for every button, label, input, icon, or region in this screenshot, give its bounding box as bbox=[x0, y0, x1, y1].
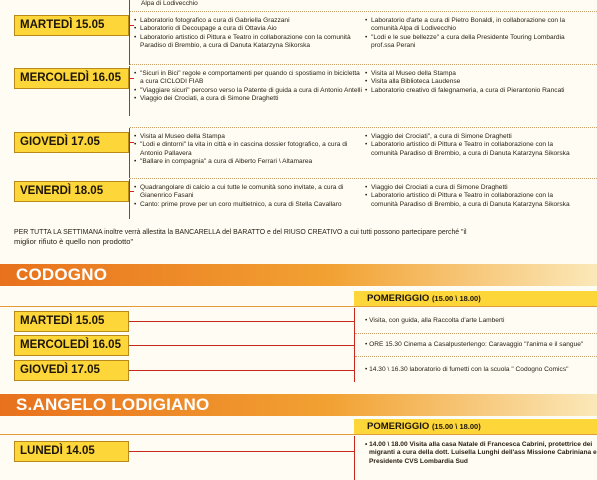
list-item: a cura CICLODI FIAB bbox=[140, 78, 204, 86]
list-item: Gianenrico Fasani bbox=[140, 192, 194, 200]
list-item: prof.ssa Perani bbox=[371, 41, 416, 49]
divider-line bbox=[354, 308, 355, 382]
list-item: • Visita alla Biblioteca Laudense bbox=[365, 78, 565, 86]
divider-line bbox=[354, 436, 355, 480]
list-item: • Visita al Museo della Stampa bbox=[134, 133, 347, 141]
connector-line bbox=[129, 345, 354, 346]
afternoon-hours: (15.00 \ 18.00) bbox=[431, 422, 481, 431]
codogno-row-text: • ORE 15.30 Cinema a Casalpusterlengo: Caravaggio "l'anima e il sangue" bbox=[365, 341, 584, 348]
note-line: PER TUTTA LA SETTIMANA inoltre verrà allestita la BANCARELLA del BARATTO e del RIUSO CREATIVO a cui tutti possono partecipare perché "il bbox=[14, 229, 467, 236]
day-label-thursday: GIOVEDÌ 17.05 bbox=[14, 360, 129, 381]
list-item: • Viaggio dei Crociati a cura di Simone Draghetti bbox=[365, 184, 570, 192]
weekly-note bbox=[14, 228, 594, 246]
list-item: • "Lodi e le sue bellezze" a cura della Presidente Touring Lombardia bbox=[365, 34, 565, 42]
list-item: • "Lodi e dintorni" la vita in città e in cascina dossier fotografico, a cura di bbox=[134, 141, 347, 149]
codogno-row-text: • 14.30 \ 16.30 laboratorio di fumetti con la scuola " Codogno Comics" bbox=[365, 366, 569, 373]
day-label-thursday: GIOVEDÌ 17.05 bbox=[14, 132, 129, 153]
day-label-tuesday: MARTEDÌ 15.05 bbox=[14, 15, 129, 36]
list-item: • "Sicuri in Bici" regole e comportamenti per quando ci spostiamo in bicicletta bbox=[134, 70, 362, 78]
section-rule bbox=[0, 306, 597, 307]
list-item: • Laboratorio artistico di Pittura e Teatro in collaborazione con la bbox=[365, 141, 570, 149]
connector-line bbox=[129, 321, 354, 322]
section-title-sangelo: S.ANGELO LODIGIANO bbox=[0, 394, 597, 416]
afternoon-label: POMERIGGIO bbox=[367, 293, 430, 304]
connector-line bbox=[129, 370, 354, 371]
list-item: • Laboratorio di Decoupage a cura di Ottavia Aio bbox=[134, 25, 351, 33]
sangelo-row-text bbox=[365, 441, 597, 466]
codogno-row-text: • Visita, con guida, alla Raccolta d'arte Lamberti bbox=[365, 317, 505, 324]
list-item: • Laboratorio d'arte a cura di Pietro Bonaldi, in collaborazione con la bbox=[365, 17, 565, 25]
day-label-tuesday: MARTEDÌ 15.05 bbox=[14, 311, 129, 332]
wednesday-left-list bbox=[134, 70, 362, 103]
afternoon-header bbox=[354, 419, 597, 434]
list-item: comunità Paradiso di Brembio, a cura di Danuta Katarzyna Sikorska bbox=[371, 200, 570, 208]
text-line: • 14.00 \ 18.00 Visita alla casa Natale di Francesca Cabrini, protettrice dei bbox=[365, 441, 593, 448]
list-item: Antonio Pallavera bbox=[140, 149, 192, 157]
list-item: • Laboratorio artistico di Pittura e Teatro in collaborazione con la comunità bbox=[134, 34, 351, 42]
day-label-monday: LUNEDÌ 14.05 bbox=[14, 441, 129, 462]
note-line: miglior rifiuto è quello non prodotto" bbox=[14, 237, 134, 246]
divider-line bbox=[129, 128, 130, 178]
list-item: • "Ballare in compagnia" a cura di Alberto Ferrari \ Altamarea bbox=[134, 158, 347, 166]
day-label-wednesday: MERCOLEDÌ 16.05 bbox=[14, 68, 129, 89]
list-item: comunità Paradiso di Brembio, a cura di Danuta Katarzyna Sikorska bbox=[371, 149, 570, 157]
list-item: • Laboratorio artistico di Pittura e Teatro in collaborazione con la bbox=[365, 192, 570, 200]
section-title-codogno: CODOGNO bbox=[0, 264, 597, 286]
list-item: • Visita al Museo della Stampa bbox=[365, 70, 565, 78]
text-line: Presidente CVS Lombardia Sud bbox=[369, 457, 468, 465]
dotted-separator bbox=[355, 333, 597, 334]
list-item: • Viaggio dei Crociati", a cura di Simone Draghetti bbox=[365, 133, 570, 141]
afternoon-hours: (15.00 \ 18.00) bbox=[431, 294, 481, 303]
afternoon-label: POMERIGGIO bbox=[367, 421, 430, 432]
thursday-left-list bbox=[134, 133, 347, 166]
dotted-separator bbox=[130, 11, 597, 12]
divider-line bbox=[129, 179, 130, 219]
afternoon-header bbox=[354, 291, 597, 306]
list-item: • Viaggio dei Crociati, a cura di Simone Draghetti bbox=[134, 95, 362, 103]
dotted-separator bbox=[355, 356, 597, 357]
list-item: • "Viaggiare sicuri" percorso verso la Patente di guida a cura di Antonio Antelli bbox=[134, 87, 362, 95]
list-item: • Quadrangolare di calcio a cui tutte le comunità sono invitate, a cura di bbox=[134, 184, 343, 192]
wednesday-right-list bbox=[365, 70, 565, 95]
dotted-separator bbox=[130, 127, 597, 128]
top-fragment: Alpa di Lodivecchio bbox=[141, 0, 198, 7]
list-item: • Canto: prime prove per un coro multietnico, a cura di Stella Cavallaro bbox=[134, 201, 343, 209]
tuesday-left-list bbox=[134, 17, 351, 50]
list-item: comunità Alpa di Lodivecchio bbox=[371, 25, 457, 33]
connector-line bbox=[129, 451, 354, 452]
section-rule bbox=[0, 434, 597, 435]
divider-line bbox=[129, 66, 130, 116]
day-label-wednesday: MERCOLEDÌ 16.05 bbox=[14, 335, 129, 356]
dotted-separator bbox=[130, 64, 597, 65]
list-item: • Laboratorio creativo di falegnameria, a cura di Pierantonio Rancati bbox=[365, 87, 565, 95]
thursday-right-list bbox=[365, 133, 570, 158]
list-item: • Laboratorio fotografico a cura di Gabriella Grazzani bbox=[134, 17, 351, 25]
tuesday-right-list bbox=[365, 17, 565, 50]
list-item: Paradiso di Brembio, a cura di Danuta Katarzyna Sikorska bbox=[140, 41, 311, 49]
friday-right-list bbox=[365, 184, 570, 209]
dotted-separator bbox=[130, 178, 597, 179]
text-line: migranti a cura della dott. Luisella Lunghi dell'ass Missione Cabriniana e bbox=[369, 449, 597, 457]
day-label-friday: VENERDÌ 18.05 bbox=[14, 181, 129, 202]
divider-line bbox=[129, 14, 130, 65]
friday-left-list bbox=[134, 184, 343, 209]
